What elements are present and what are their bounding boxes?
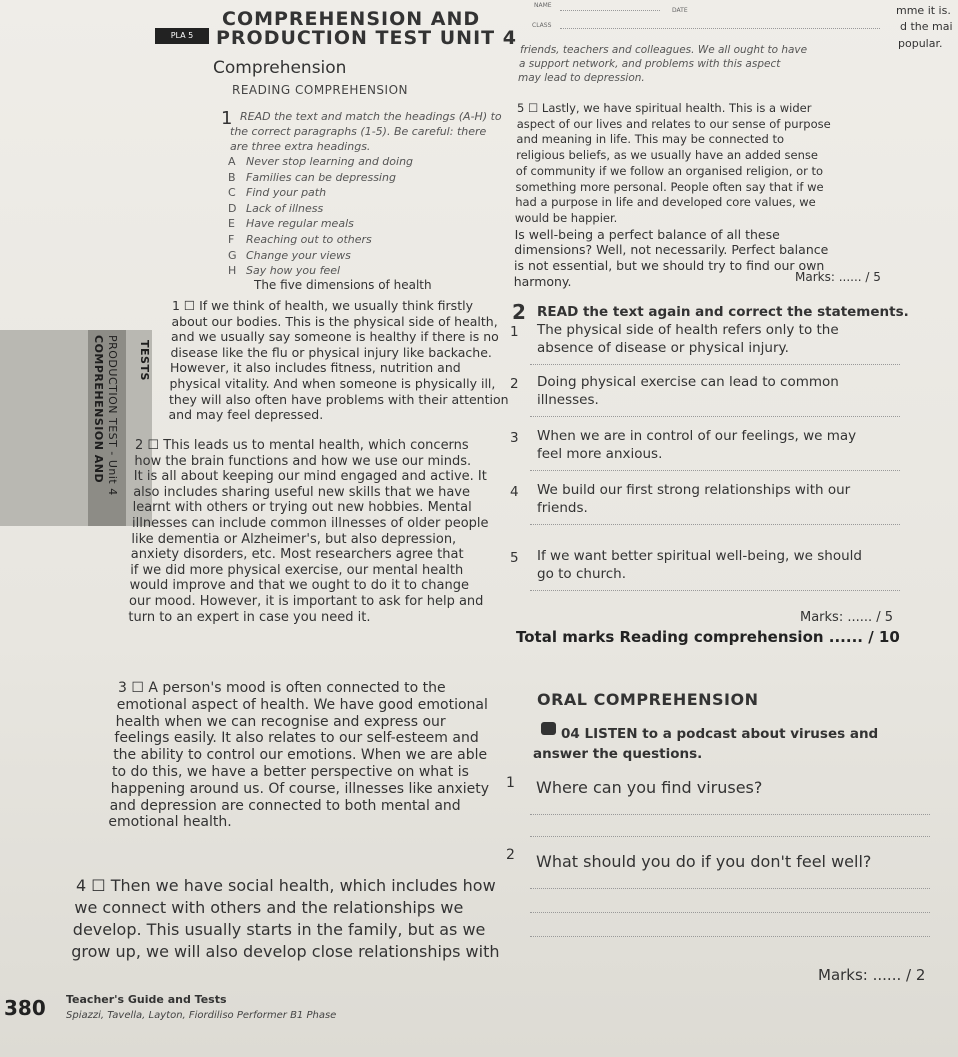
audio-track-icon[interactable]: [541, 722, 556, 735]
paragraph-line: and may feel depressed.: [168, 407, 324, 423]
oral-instruction-1: 04 LISTEN to a podcast about viruses and: [561, 726, 879, 742]
section-title: Comprehension: [213, 58, 347, 78]
paragraph-line: is not essential, but we should try to find our own: [514, 258, 825, 273]
paragraph-line: about our bodies. This is the physical side of health,: [171, 313, 498, 329]
date-label: DATE: [672, 7, 688, 14]
paragraph-line: and we usually say someone is healthy if there is no: [171, 329, 499, 345]
paragraph-line: 2 ☐ This leads us to mental health, which concerns: [135, 438, 469, 453]
article-title: The five dimensions of health: [254, 278, 432, 292]
task-1-instruction-3: are three extra headings.: [230, 140, 371, 153]
total-marks-reading: Total marks Reading comprehension ...... / 10: [516, 628, 900, 646]
paragraph-line: religious beliefs, as we usually have an added sense: [516, 148, 818, 163]
oral-q1-number: 1: [506, 775, 515, 791]
oral-q2-number: 2: [506, 847, 515, 863]
paragraph-line: the ability to control our emotions. When we are able: [113, 747, 488, 764]
corner-text-3: popular.: [898, 37, 943, 50]
paragraph-line: turn to an expert in case you need it.: [128, 609, 371, 625]
paragraph-line: illnesses can include common illnesses of older people: [132, 516, 489, 531]
paragraph-line: of community if we follow an organised religion, or to: [515, 163, 824, 178]
answer-line[interactable]: [530, 416, 900, 417]
paragraph-line: 4 ☐ Then we have social health, which includes how: [76, 876, 496, 895]
oral-q1: Where can you find viruses?: [536, 778, 763, 797]
paragraph-line: friends, teachers and colleagues. We all ought to have: [520, 44, 808, 56]
paragraph-line: would be happier.: [514, 210, 618, 225]
marks-task-2: Marks: ...... / 5: [800, 610, 894, 625]
paragraph-line: our mood. However, it is important to ask for help and: [129, 594, 484, 609]
statement-number: 1: [510, 324, 519, 340]
page-number: 380: [4, 996, 46, 1020]
title-line-1: COMPREHENSION AND: [222, 8, 481, 30]
paragraph-line: may lead to depression.: [518, 72, 645, 84]
paragraph-line: emotional aspect of health. We have good emotional: [116, 696, 488, 713]
paragraph-line: aspect of our lives and relates to our sense of purpose: [516, 116, 831, 131]
oral-q2: What should you do if you don't feel well?: [536, 852, 872, 871]
answer-line[interactable]: [530, 814, 930, 815]
statement-number: 5: [510, 550, 519, 566]
statement-line-1: When we are in control of our feelings, we may: [537, 428, 857, 444]
paragraph-line: develop. This usually starts in the family, but as we: [72, 920, 486, 939]
answer-line[interactable]: [530, 590, 900, 591]
paragraph-line: disease like the flu or physical injury like backache.: [170, 344, 492, 360]
statement-number: 3: [510, 430, 519, 446]
heading-text: Say how you feel: [246, 264, 341, 278]
paragraph-line: grow up, we will also develop close relationships with: [71, 942, 500, 961]
task-1-instruction-2: the correct paragraphs (1-5). Be careful: there: [230, 125, 487, 138]
paragraph-line: learnt with others or trying out new hobbies. Mental: [132, 500, 472, 516]
side-tab-comprehension: COMPREHENSION AND: [92, 335, 105, 484]
name-line: [560, 10, 660, 11]
heading-text: Reaching out to others: [246, 233, 372, 246]
heading-text: Never stop learning and doing: [246, 155, 414, 168]
unit-badge: PLA 5: [155, 28, 209, 44]
paragraph-line: 5 ☐ Lastly, we have spiritual health. This is a wider: [517, 101, 812, 115]
paragraph-line: and depression are connected to both mental and: [109, 797, 461, 814]
corner-text-1: mme it is.: [896, 4, 951, 17]
heading-letter: A: [228, 155, 236, 168]
paragraph-line: they will also often have problems with their attention: [169, 391, 509, 407]
heading-text: Lack of illness: [246, 201, 324, 215]
heading-text: Families can be depressing: [246, 170, 396, 184]
oral-title: ORAL COMPREHENSION: [537, 690, 759, 709]
heading-letter: E: [228, 217, 235, 231]
paragraph-line: 3 ☐ A person's mood is often connected to the: [118, 680, 446, 696]
paragraph-line: something more personal. People often say that if we: [515, 179, 824, 194]
oral-instruction-2: answer the questions.: [533, 746, 703, 762]
paragraph-line: a support network, and problems with this aspect: [519, 58, 781, 70]
statement-line-1: We build our first strong relationships with our: [537, 482, 851, 498]
heading-text: Find your path: [246, 186, 327, 200]
paragraph-line: It is all about keeping our mind engaged and active. It: [133, 469, 487, 485]
side-tab-unit: PRODUCTION TEST - Unit 4: [106, 335, 119, 496]
answer-line[interactable]: [530, 524, 900, 525]
paragraph-line: However, it also includes fitness, nutrition and: [170, 360, 461, 376]
paragraph-line: emotional health.: [108, 814, 232, 831]
answer-line[interactable]: [530, 836, 930, 837]
task-1-instruction-1: READ the text and match the headings (A-H) to: [240, 110, 502, 123]
paragraph-line: dimensions? Well, not necessarily. Perfect balance: [514, 242, 829, 258]
heading-letter: F: [228, 233, 235, 246]
paragraph-line: anxiety disorders, etc. Most researchers agree that: [130, 547, 464, 563]
paragraph-line: also includes sharing useful new skills that we have: [133, 484, 470, 500]
name-label: NAME: [534, 2, 552, 9]
reading-subtitle: READING COMPREHENSION: [232, 83, 408, 97]
statement-line-2: feel more anxious.: [537, 446, 663, 462]
statement-number: 4: [510, 484, 519, 500]
paragraph-line: happening around us. Of course, illnesses like anxiety: [110, 780, 490, 797]
paragraph-line: harmony.: [513, 273, 572, 289]
heading-letter: H: [228, 264, 237, 278]
answer-line[interactable]: [530, 936, 930, 937]
answer-line[interactable]: [530, 888, 930, 889]
paragraph-line: we connect with others and the relationships we: [74, 898, 464, 917]
heading-text: Change your views: [246, 248, 351, 262]
marks-oral: Marks: ...... / 2: [818, 966, 926, 984]
side-tab: [0, 330, 152, 526]
paragraph-line: if we did more physical exercise, our mental health: [130, 562, 464, 578]
paragraph-line: how the brain functions and how we use our minds.: [134, 453, 472, 469]
statement-line-2: absence of disease or physical injury.: [537, 340, 789, 356]
paragraph-line: to do this, we have a better perspective on what is: [112, 764, 469, 780]
statement-line-2: friends.: [537, 500, 588, 516]
paragraph-line: feelings easily. It also relates to our self-esteem and: [114, 730, 479, 747]
task-2-number: 2: [512, 300, 526, 324]
heading-text: Have regular meals: [246, 217, 354, 231]
heading-letter: B: [228, 170, 236, 184]
class-label: CLASS: [532, 22, 552, 29]
footer-authors: Spiazzi, Tavella, Layton, Fiordiliso Performer B1 Phase: [66, 1010, 337, 1021]
paragraph-line: and meaning in life. This may be connected to: [516, 132, 785, 147]
paragraph-line: health when we can recognise and express our: [115, 713, 446, 730]
statement-line-2: illnesses.: [537, 392, 599, 408]
paragraph-line: like dementia or Alzheimer's, but also depression,: [131, 531, 457, 547]
statement-number: 2: [510, 376, 519, 392]
answer-line[interactable]: [530, 470, 900, 471]
statement-line-1: The physical side of health refers only to the: [537, 322, 839, 338]
statement-line-1: Doing physical exercise can lead to common: [537, 374, 839, 390]
task-1-number: 1: [221, 108, 233, 129]
class-line: [560, 28, 880, 29]
paragraph-line: would improve and that we ought to do it to change: [129, 578, 469, 594]
side-tab-tests: TESTS: [138, 340, 151, 381]
answer-line[interactable]: [530, 364, 900, 365]
marks-task-1: Marks: ...... / 5: [795, 270, 881, 284]
title-line-2: PRODUCTION TEST UNIT 4: [216, 27, 517, 49]
footer-guide: Teacher's Guide and Tests: [66, 993, 227, 1006]
paragraph-line: 1 ☐ If we think of health, we usually think firstly: [172, 298, 473, 313]
paragraph-line: had a purpose in life and developed core values, we: [515, 195, 816, 210]
heading-letter: G: [228, 248, 237, 262]
task-2-instruction: READ the text again and correct the statements.: [537, 304, 909, 320]
statement-line-2: go to church.: [537, 566, 627, 582]
heading-letter: C: [228, 186, 236, 200]
paragraph-line: physical vitality. And when someone is physically ill,: [169, 376, 496, 391]
corner-text-2: d the mai: [900, 20, 953, 33]
answer-line[interactable]: [530, 912, 930, 913]
paragraph-line: Is well-being a perfect balance of all these: [514, 226, 780, 242]
statement-line-1: If we want better spiritual well-being, we should: [537, 548, 862, 564]
heading-letter: D: [228, 201, 237, 215]
